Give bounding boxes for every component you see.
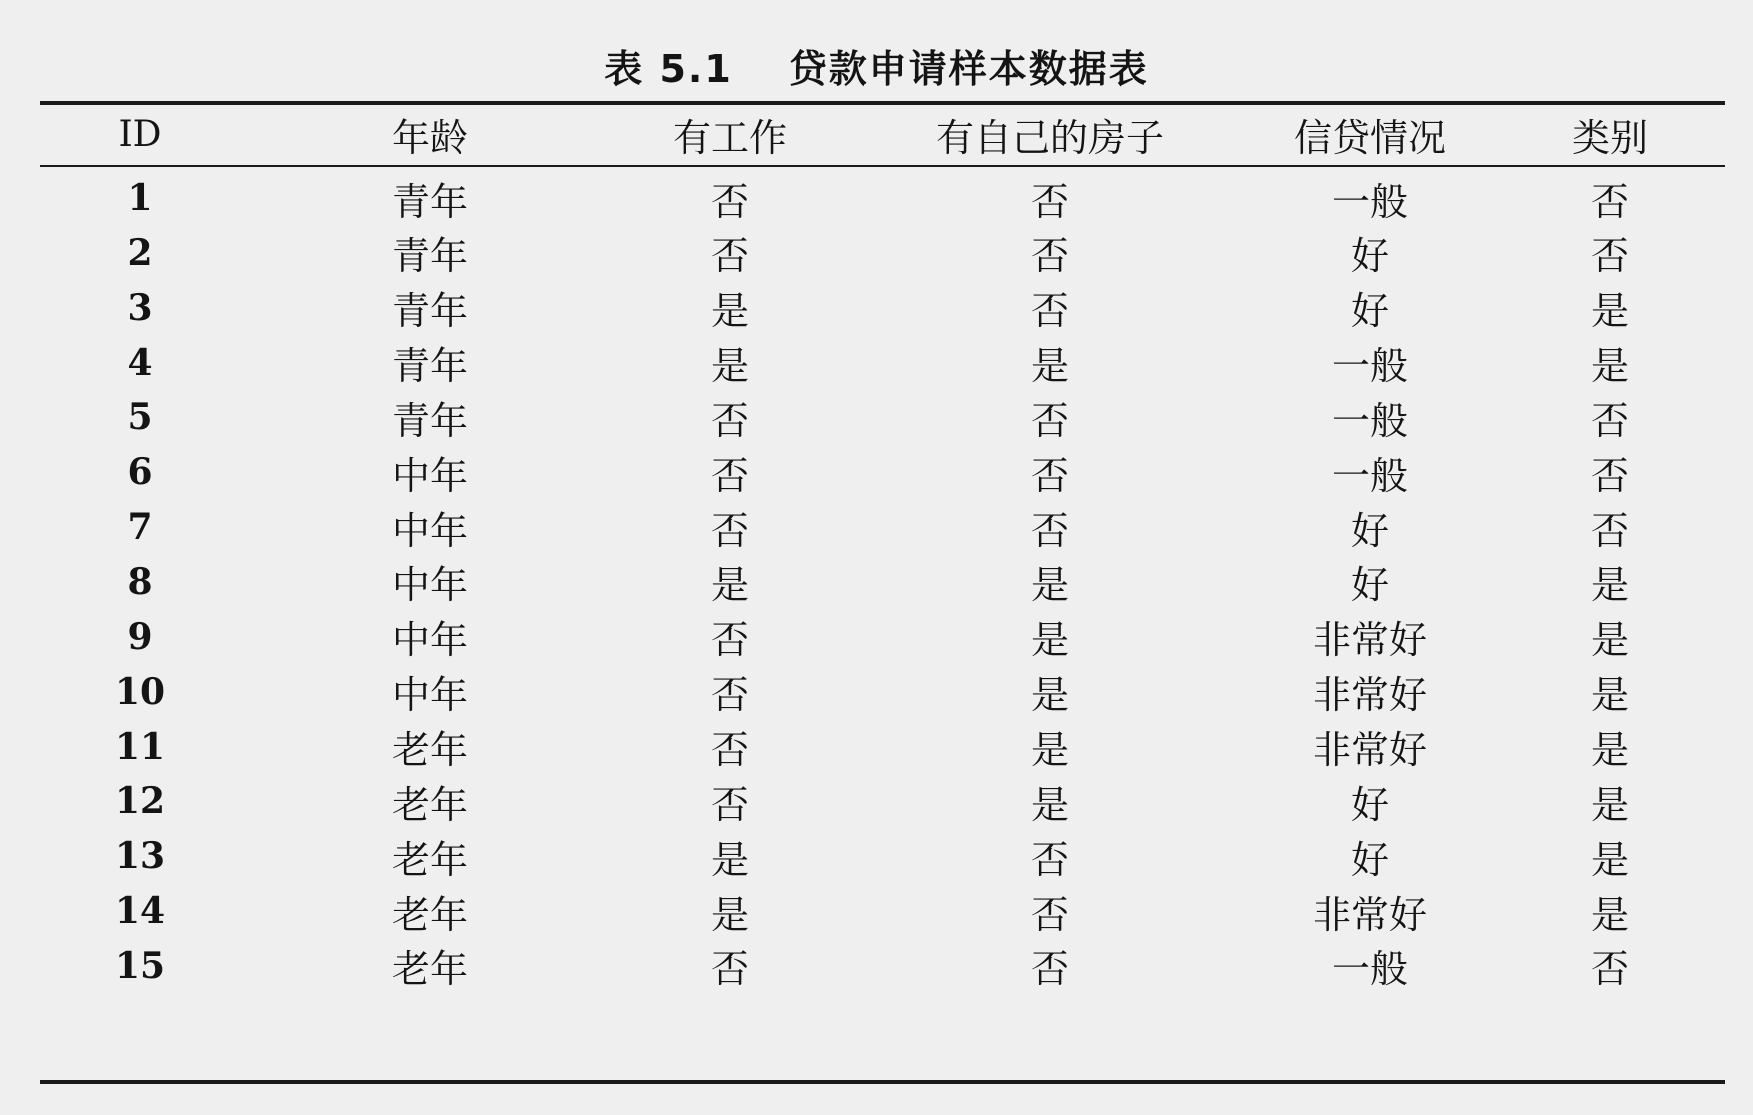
cell-age: 青年	[391, 398, 468, 443]
cell-credit: 好	[1350, 508, 1389, 553]
cell-class: 是	[1590, 673, 1629, 718]
table-row	[40, 442, 1725, 502]
cell-class: 是	[1590, 289, 1629, 334]
table-number: 表 5.1	[604, 47, 733, 91]
cell-has-job: 是	[710, 289, 749, 334]
cell-age: 青年	[391, 289, 468, 334]
table-row	[40, 333, 1725, 393]
table-row	[40, 607, 1725, 667]
table-row	[40, 662, 1725, 722]
cell-credit: 好	[1350, 837, 1389, 882]
table-header-row	[40, 102, 1725, 166]
cell-credit: 非常好	[1312, 673, 1427, 718]
cell-has-job: 否	[710, 673, 749, 718]
cell-age: 老年	[391, 837, 468, 882]
cell-credit: 一般	[1331, 398, 1408, 443]
table-row	[40, 826, 1725, 886]
cell-has-job: 否	[710, 234, 749, 279]
column-header-credit: 信贷情况	[1293, 115, 1446, 160]
cell-has-house: 是	[1030, 563, 1069, 608]
cell-id: 5	[127, 396, 153, 439]
cell-has-house: 否	[1030, 398, 1069, 443]
cell-id: 12	[114, 780, 166, 823]
cell-class: 是	[1590, 837, 1629, 882]
header-rule	[40, 165, 1725, 167]
table-title: 贷款申请样本数据表	[788, 47, 1149, 91]
cell-has-job: 是	[710, 563, 749, 608]
column-header-class: 类别	[1571, 115, 1648, 160]
cell-id: 6	[127, 451, 153, 494]
cell-class: 否	[1590, 398, 1629, 443]
cell-id: 11	[114, 725, 166, 768]
cell-age: 中年	[391, 563, 468, 608]
table-row	[40, 278, 1725, 338]
cell-class: 是	[1590, 344, 1629, 389]
cell-class: 是	[1590, 892, 1629, 937]
cell-id: 9	[127, 615, 153, 658]
cell-has-house: 否	[1030, 947, 1069, 992]
cell-class: 是	[1590, 563, 1629, 608]
cell-has-house: 是	[1030, 618, 1069, 663]
cell-credit: 一般	[1331, 947, 1408, 992]
cell-has-house: 否	[1030, 453, 1069, 498]
cell-age: 中年	[391, 673, 468, 718]
cell-age: 老年	[391, 947, 468, 992]
cell-has-job: 是	[710, 344, 749, 389]
cell-credit: 好	[1350, 782, 1389, 827]
cell-has-job: 是	[710, 837, 749, 882]
table-row	[40, 717, 1725, 777]
cell-credit: 一般	[1331, 453, 1408, 498]
cell-has-job: 否	[710, 179, 749, 224]
cell-class: 否	[1590, 947, 1629, 992]
cell-credit: 好	[1350, 289, 1389, 334]
cell-id: 7	[127, 506, 153, 549]
cell-has-house: 是	[1030, 344, 1069, 389]
column-header-age: 年龄	[391, 115, 468, 160]
cell-id: 3	[127, 286, 153, 329]
cell-credit: 好	[1350, 234, 1389, 279]
cell-has-house: 否	[1030, 892, 1069, 937]
cell-age: 青年	[391, 234, 468, 279]
cell-credit: 一般	[1331, 179, 1408, 224]
cell-id: 8	[127, 560, 153, 603]
cell-age: 青年	[391, 179, 468, 224]
cell-credit: 非常好	[1312, 892, 1427, 937]
cell-credit: 非常好	[1312, 728, 1427, 772]
cell-has-house: 是	[1030, 673, 1069, 718]
cell-has-house: 否	[1030, 837, 1069, 882]
cell-has-job: 否	[710, 618, 749, 663]
cell-has-job: 否	[710, 782, 749, 827]
cell-has-job: 否	[710, 453, 749, 498]
cell-credit: 非常好	[1312, 618, 1427, 663]
table-row	[40, 771, 1725, 831]
column-header-has-house: 有自己的房子	[935, 115, 1164, 160]
table-row	[40, 497, 1725, 557]
cell-id: 15	[114, 944, 166, 987]
table-caption	[0, 38, 1753, 93]
cell-id: 2	[127, 231, 153, 274]
table-row	[40, 936, 1725, 996]
cell-has-house: 是	[1030, 782, 1069, 827]
bottom-rule	[40, 1080, 1725, 1084]
cell-has-house: 否	[1030, 508, 1069, 553]
table-row	[40, 387, 1725, 447]
table-row	[40, 881, 1725, 941]
cell-class: 是	[1590, 618, 1629, 663]
cell-class: 否	[1590, 234, 1629, 279]
cell-class: 否	[1590, 179, 1629, 224]
cell-class: 是	[1590, 782, 1629, 827]
cell-id: 4	[127, 341, 153, 384]
cell-has-house: 否	[1030, 234, 1069, 279]
cell-age: 中年	[391, 618, 468, 663]
cell-id: 10	[114, 670, 166, 713]
cell-class: 是	[1590, 728, 1629, 772]
table-row	[40, 168, 1725, 228]
cell-id: 14	[114, 890, 166, 933]
cell-has-job: 否	[710, 398, 749, 443]
cell-credit: 一般	[1331, 344, 1408, 389]
cell-age: 老年	[391, 728, 468, 772]
cell-age: 老年	[391, 892, 468, 937]
cell-has-house: 否	[1030, 179, 1069, 224]
cell-class: 否	[1590, 453, 1629, 498]
cell-has-job: 否	[710, 728, 749, 772]
cell-id: 1	[127, 177, 153, 219]
table-row	[40, 552, 1725, 612]
cell-age: 中年	[391, 508, 468, 553]
cell-has-house: 是	[1030, 728, 1069, 772]
cell-age: 老年	[391, 782, 468, 827]
cell-class: 否	[1590, 508, 1629, 553]
cell-age: 青年	[391, 344, 468, 389]
cell-has-house: 否	[1030, 289, 1069, 334]
cell-credit: 好	[1350, 563, 1389, 608]
cell-has-job: 是	[710, 892, 749, 937]
cell-has-job: 否	[710, 947, 749, 992]
cell-age: 中年	[391, 453, 468, 498]
table-row	[40, 223, 1725, 283]
column-header-id: ID	[118, 113, 162, 155]
cell-has-job: 否	[710, 508, 749, 553]
column-header-has-job: 有工作	[672, 115, 787, 160]
cell-id: 13	[114, 835, 166, 878]
